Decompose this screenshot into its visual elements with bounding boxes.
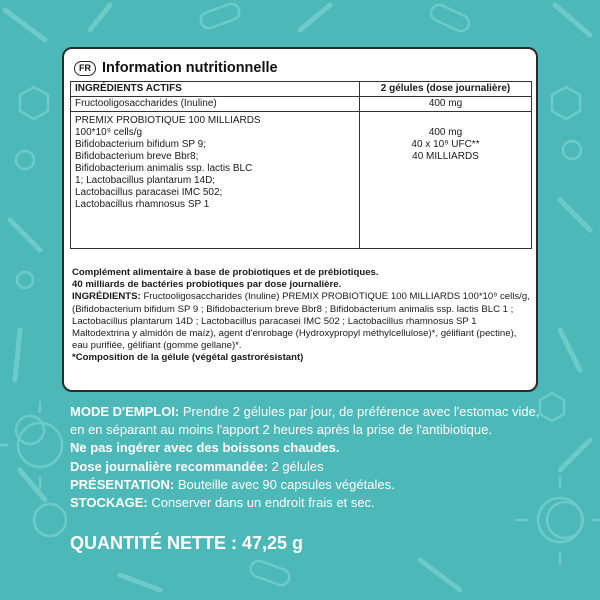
supplement-notes bbox=[72, 267, 532, 365]
ingredient-line: Lactobacillus rhamnosus SP 1 bbox=[75, 199, 210, 210]
nutrition-table bbox=[70, 81, 532, 249]
capsule-footnote: *Composition de la gélule (végétal gastrorésistant) bbox=[72, 352, 304, 364]
ingredients-text: Fructooligosaccharides (Inuline) PREMIX PROBIOTIQUE 100 MILLIARDS 100*10⁹ cells/g, (Bifidobacterium bifidum SP 9 ; Bifidobacterium breve Bbr8 ; Bifidobacterium animalis ssp. lactis BLC 1 ; Lactobacillus plantarum 14D ; Lactobacillus paracasei IMC 502 ; Lactobacillus rhamnosus SP 1 Maltodextrina y almidón de maíz), agent d'enrobage (Hydroxypropyl méthylcellulose)*, gélifiant (pectine), eau purifiée, gélifiant (gomme gellane)*. bbox=[72, 291, 530, 352]
presentation-label: PRÉSENTATION: bbox=[70, 476, 175, 492]
amount-cell bbox=[360, 112, 532, 249]
hot-drink-warning: Ne pas ingérer avec des boissons chaudes. bbox=[70, 440, 340, 456]
amount-line: 400 mg bbox=[428, 98, 463, 109]
ingredient-line: 1; Lactobacillus plantarum 14D; bbox=[75, 175, 216, 186]
amount-cell bbox=[360, 97, 532, 112]
panel-title-text: Information nutritionnelle bbox=[102, 60, 278, 76]
ingredient-line: Lactobacillus paracasei IMC 502; bbox=[75, 187, 223, 198]
table-header-row bbox=[71, 82, 532, 97]
dose-text: 2 gélules bbox=[271, 458, 324, 474]
notes-line-1: Complément alimentaire à base de probiotiques et de prébiotiques. bbox=[72, 267, 379, 278]
amount-line: 40 x 10⁹ UFC** bbox=[411, 139, 480, 150]
mode-text: Prendre 2 gélules par jour, de préférence avec l'estomac vide, en en séparant au moins l'apport 2 heures après la prise de l'antibiotique. bbox=[70, 404, 540, 438]
usage-instructions bbox=[70, 403, 540, 512]
ingredient-line: Bifidobacterium bifidum SP 9; bbox=[75, 139, 206, 150]
amount-line: 40 MILLIARDS bbox=[412, 151, 479, 162]
nutrition-panel bbox=[62, 47, 538, 392]
header-dose: 2 gélules (dose journalière) bbox=[360, 82, 532, 97]
ingredient-cell bbox=[71, 97, 360, 112]
ingredient-line: PREMIX PROBIOTIQUE 100 MILLIARDS bbox=[75, 115, 261, 126]
presentation-paragraph bbox=[70, 476, 540, 494]
mode-paragraph bbox=[70, 403, 540, 439]
header-ingredients: INGRÉDIENTS ACTIFS bbox=[71, 82, 360, 97]
storage-text: Conserver dans un endroit frais et sec. bbox=[151, 495, 375, 511]
ingredient-line: Fructooligosaccharides (Inuline) bbox=[75, 98, 217, 109]
ingredient-line: Bifidobacterium breve Bbr8; bbox=[75, 151, 199, 162]
dose-label: Dose journalière recommandée: bbox=[70, 458, 268, 474]
net-quantity: QUANTITÉ NETTE : 47,25 g bbox=[70, 533, 304, 553]
storage-paragraph bbox=[70, 494, 540, 512]
table-row bbox=[71, 97, 532, 112]
storage-label: STOCKAGE: bbox=[70, 495, 148, 511]
ingredients-label: INGRÉDIENTS: bbox=[72, 291, 141, 303]
mode-label: MODE D'EMPLOI: bbox=[70, 404, 180, 419]
amount-line: 400 mg bbox=[428, 127, 463, 138]
ingredient-line: Bifidobacterium animalis ssp. lactis BLC bbox=[75, 163, 253, 174]
dose-paragraph bbox=[70, 458, 540, 476]
ingredients-paragraph bbox=[72, 291, 532, 352]
notes-line-2: 40 milliards de bactéries probiotiques par dose journalière. bbox=[72, 279, 342, 291]
language-badge: FR bbox=[74, 61, 96, 76]
ingredient-cell bbox=[71, 112, 360, 249]
panel-title bbox=[74, 57, 278, 79]
table-row bbox=[71, 112, 532, 249]
ingredient-line: 100*10⁹ cells/g bbox=[75, 127, 143, 138]
presentation-text: Bouteille avec 90 capsules végétales. bbox=[177, 476, 395, 492]
